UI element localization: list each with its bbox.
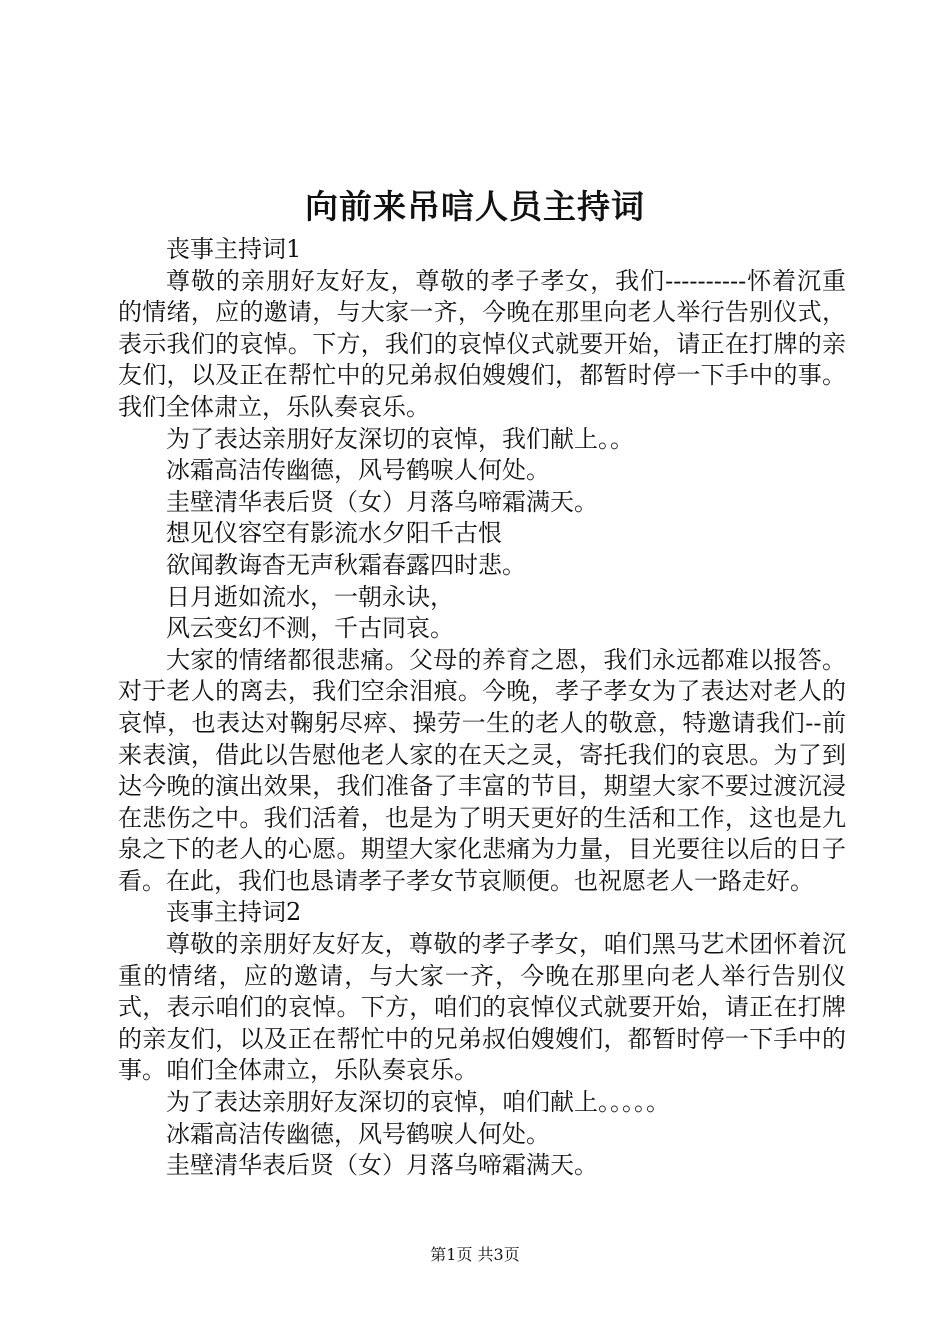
verse-line: 圭壁清华表后贤（女）月落乌啼霜满天。 <box>166 1151 598 1180</box>
section-heading-1: 丧事主持词1 <box>166 235 302 263</box>
verse-line: 日月逝如流水，一朝永诀， <box>166 582 454 611</box>
paragraph: 尊敬的亲朋好友好友，尊敬的孝子孝女，我们----------怀着沉重的情绪，应的邀请，与大家一齐，今晚在那里向老人举行告别仪式，表示我们的哀悼。下方，我们的哀悼仪式就要开始，请正在打牌的亲友们，以及正在帮忙中的兄弟叔伯嫂嫂们，都暂时停一下手中的事。我们全体肃立，乐队奏哀乐。 <box>118 266 846 421</box>
section-heading-2: 丧事主持词2 <box>166 898 302 927</box>
paragraph: 为了表达亲朋好友深切的哀悼，咱们献上。。。。。 <box>166 1088 670 1117</box>
document-title: 向前来吊唁人员主持词 <box>305 187 645 226</box>
verse-line: 冰霜高洁传幽德，风号鹤唳人何处。 <box>166 456 550 485</box>
paragraph: 为了表达亲朋好友深切的哀悼，我们献上。。 <box>166 424 634 453</box>
verse-line: 想见仪容空有影流水夕阳千古恨 <box>166 519 502 548</box>
verse-line: 风云变幻不测，千古同哀。 <box>166 614 454 643</box>
verse-line: 圭壁清华表后贤（女）月落乌啼霜满天。 <box>166 487 598 516</box>
verse-line: 欲闻教诲杳无声秋霜春露四时悲。 <box>166 550 526 579</box>
verse-line: 冰霜高洁传幽德，风号鹤唳人何处。 <box>166 1119 550 1148</box>
paragraph: 尊敬的亲朋好友好友，尊敬的孝子孝女，咱们黑马艺术团怀着沉重的情绪，应的邀请，与大家一齐，今晚在那里向老人举行告别仪式，表示咱们的哀悼。下方，咱们的哀悼仪式就要开始，请正在打牌的亲友们，以及正在帮忙中的兄弟叔伯嫂嫂们，都暂时停一下手中的事。咱们全体肃立，乐队奏哀乐。 <box>118 930 846 1085</box>
page-number-footer: 第1页 共3页 <box>430 1245 520 1264</box>
paragraph: 大家的情绪都很悲痛。父母的养育之恩，我们永远都难以报答。对于老人的离去，我们空余泪痕。今晚，孝子孝女为了表达对老人的哀悼，也表达对鞠躬尽瘁、操劳一生的老人的敬意，特邀请我们--前来表演，借此以告慰他老人家的在天之灵，寄托我们的哀思。为了到达今晚的演出效果，我们准备了丰富的节目，期望大家不要过渡沉浸在悲伤之中。我们活着，也是为了明天更好的生活和工作，这也是九泉之下的老人的心愿。期望大家化悲痛为力量，目光要往以后的日子看。在此，我们也恳请孝子孝女节哀顺便。也祝愿老人一路走好。 <box>118 645 846 895</box>
document-body <box>118 234 846 1182</box>
